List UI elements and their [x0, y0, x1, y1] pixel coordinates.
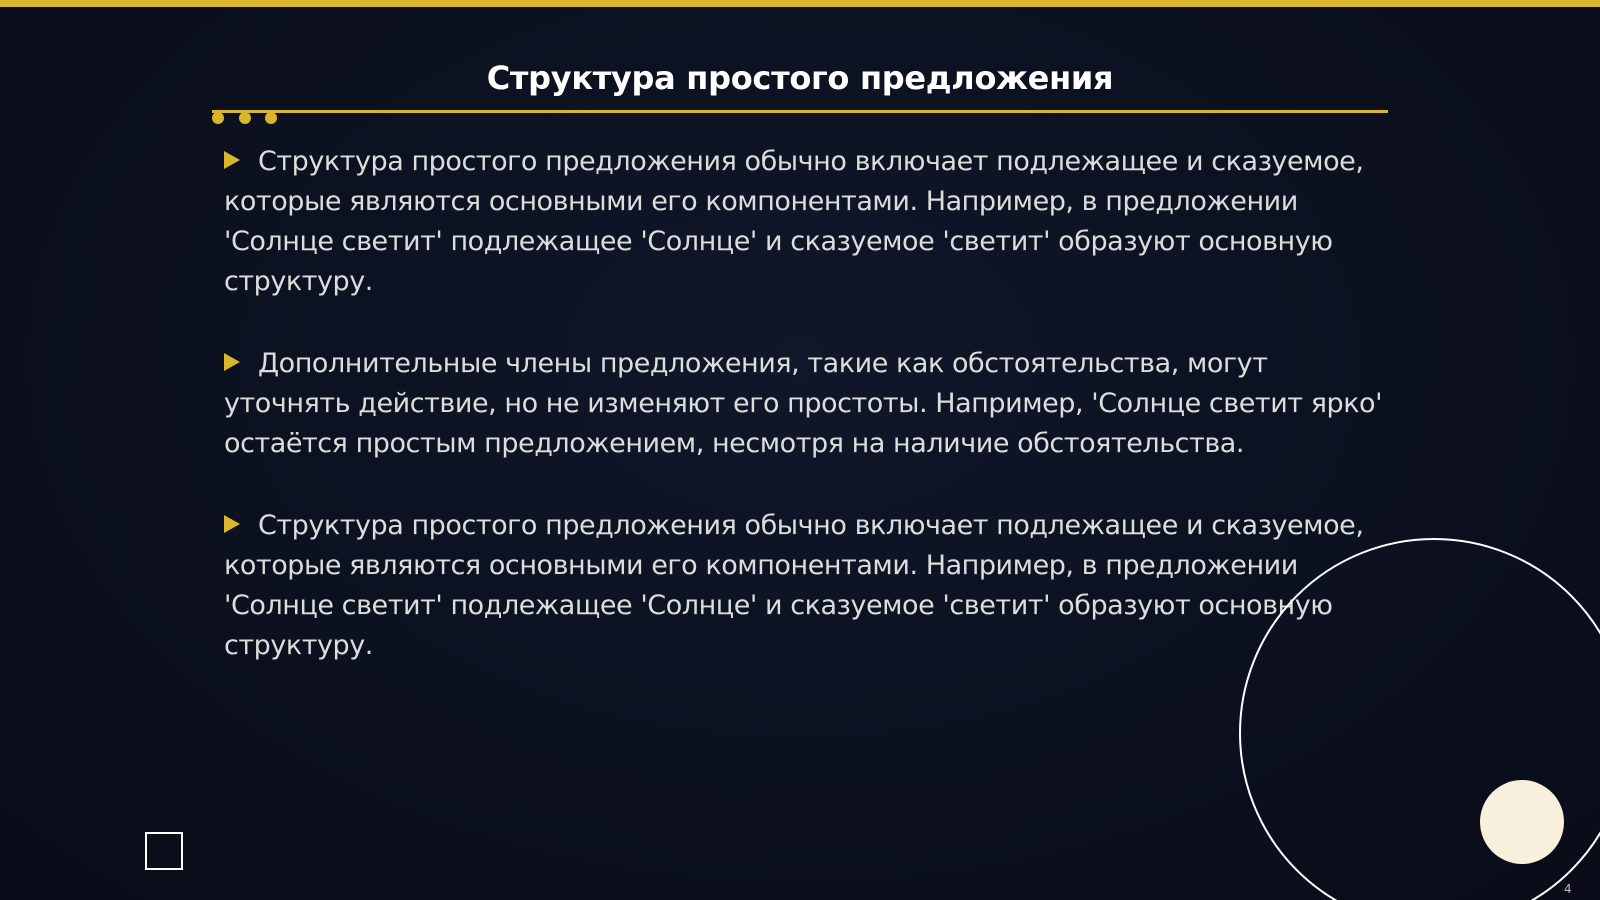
accent-dot — [265, 112, 277, 124]
bullet-text: Дополнительные члены предложения, такие как обстоятельства, могут уточнять действие, но не изменяют его простоты. Например, 'Солнце светит ярко' остаётся простым предложением, несмотря на наличие обстоятельства. — [224, 348, 1383, 459]
top-accent-bar — [0, 0, 1600, 7]
bullet-text: Структура простого предложения обычно включает подлежащее и сказуемое, которые являются основными его компонентами. Например, в предложении 'Солнце светит' подлежащее 'Солнце' и сказуемое 'светит' образуют основную структуру. — [224, 510, 1364, 661]
page-number: 4 — [1564, 882, 1572, 896]
triangle-right-icon — [224, 151, 240, 169]
bullet-item — [224, 506, 1384, 666]
bullet-item — [224, 344, 1384, 464]
title-underline — [212, 110, 1388, 113]
accent-dot — [239, 112, 251, 124]
square-outline-icon — [145, 832, 183, 870]
triangle-right-icon — [224, 353, 240, 371]
bullet-text: Структура простого предложения обычно включает подлежащее и сказуемое, которые являются основными его компонентами. Например, в предложении 'Солнце светит' подлежащее 'Солнце' и сказуемое 'светит' образуют основную структуру. — [224, 146, 1364, 297]
triangle-right-icon — [224, 515, 240, 533]
bullet-item — [224, 142, 1384, 302]
accent-dot — [212, 112, 224, 124]
filled-circle-icon — [1480, 780, 1564, 864]
slide-title: Структура простого предложения — [486, 59, 1114, 97]
bullet-list — [224, 142, 1384, 708]
